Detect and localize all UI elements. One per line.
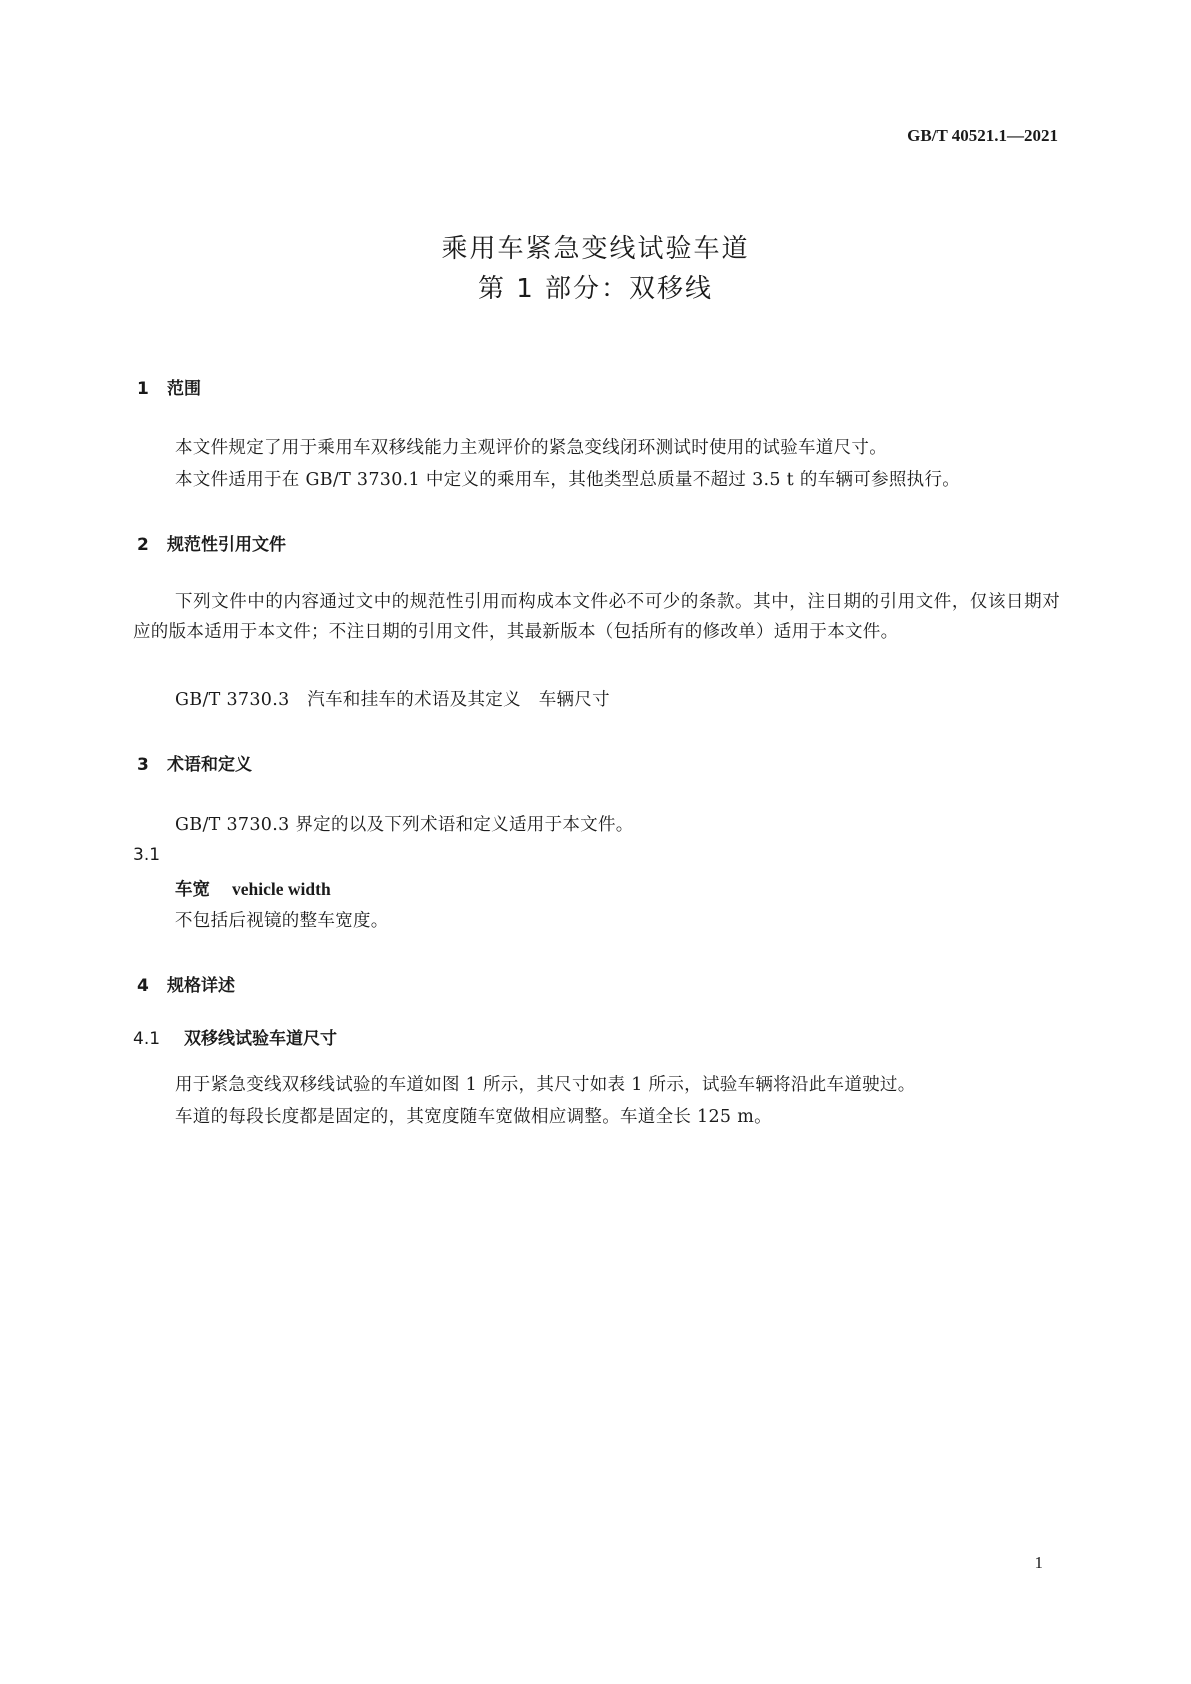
page-number: 1 [1034,1553,1043,1572]
section-2-title: 规范性引用文件 [167,535,286,555]
subsection-4-1-heading [133,1024,337,1049]
title-line-2: 第 1 部分：双移线 [477,274,714,304]
section-3-paragraph: GB/T 3730.3 界定的以及下列术语和定义适用于本文件。 [175,815,634,835]
title-line-1: 乘用车紧急变线试验车道 [441,234,750,264]
section-4-paragraph-2: 车道的每段长度都是固定的，其宽度随车宽做相应调整。车道全长 125 m。 [175,1107,772,1127]
section-2-heading [137,530,286,555]
section-2-number: 2 [137,535,149,555]
term-chinese: 车宽 [175,880,210,900]
term-entry [175,876,331,901]
section-3-title: 术语和定义 [167,755,252,775]
section-4-paragraph-1: 用于紧急变线双移线试验的车道如图 1 所示，其尺寸如表 1 所示，试验车辆将沿此车道驶过。 [175,1075,916,1095]
section-3-number: 3 [137,755,149,775]
subsection-4-1-number: 4.1 [133,1029,161,1049]
section-3-heading [137,750,252,775]
section-1-paragraph-2: 本文件适用于在 GB/T 3730.1 中定义的乘用车，其他类型总质量不超过 3.5 t 的车辆可参照执行。 [175,470,961,490]
term-english: vehicle width [232,879,331,899]
section-1-title: 范围 [167,379,201,399]
section-1-number: 1 [137,379,149,399]
section-2-paragraph: 下列文件中的内容通过文中的规范性引用而构成本文件必不可少的条款。其中，注日期的引用文件，仅该日期对应的版本适用于本文件；不注日期的引用文件，其最新版本（包括所有的修改单）适用于本文件。 [133,592,1060,642]
subsection-4-1-title: 双移线试验车道尺寸 [184,1029,337,1049]
document-code: GB/T 40521.1—2021 [907,126,1058,145]
section-4-number: 4 [137,976,149,996]
normative-reference: GB/T 3730.3 汽车和挂车的术语及其定义 车辆尺寸 [175,690,610,710]
section-4-title: 规格详述 [167,976,235,996]
section-1-heading [137,374,201,399]
section-4-heading [137,971,235,996]
section-1-paragraph-1: 本文件规定了用于乘用车双移线能力主观评价的紧急变线闭环测试时使用的试验车道尺寸。 [175,438,887,458]
subsection-3-1-number: 3.1 [133,845,161,865]
term-definition: 不包括后视镜的整车宽度。 [175,911,389,931]
